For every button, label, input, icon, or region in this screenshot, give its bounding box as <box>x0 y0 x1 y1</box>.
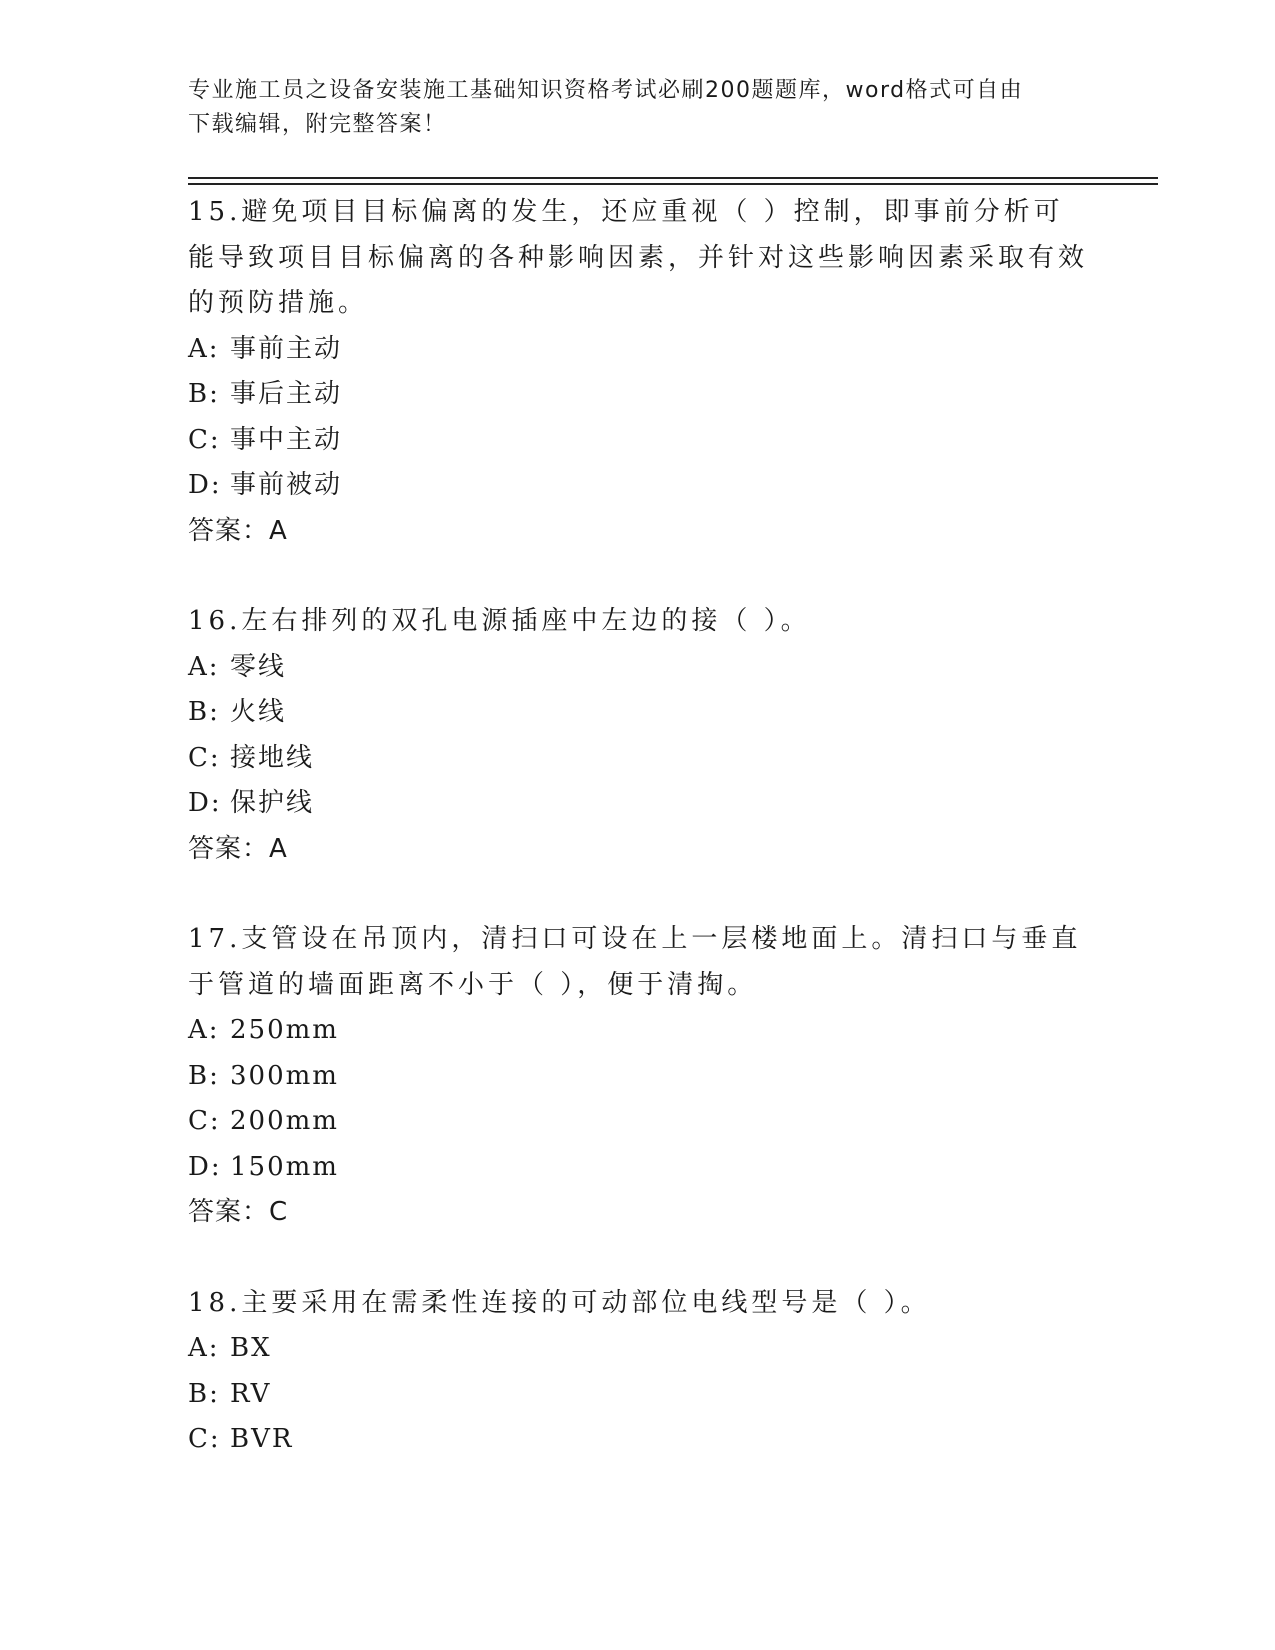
question-16 <box>188 599 1088 872</box>
option-letter: C: <box>188 424 221 455</box>
option-letter: B: <box>188 379 220 409</box>
option-c[interactable] <box>188 1417 1088 1463</box>
option-text: BVR <box>230 1424 294 1454</box>
option-letter: A: <box>188 1015 220 1045</box>
option-letter: B: <box>188 1378 220 1409</box>
option-b[interactable] <box>188 690 1088 736</box>
option-text: 150mm <box>230 1151 339 1182</box>
option-letter: A: <box>188 651 220 682</box>
answer-line: 答案：A <box>188 833 288 864</box>
option-text: RV <box>230 1378 272 1409</box>
option-text: BX <box>230 1333 272 1363</box>
option-letter: A: <box>188 333 220 364</box>
option-text: 接地线 <box>230 742 315 773</box>
option-text: 保护线 <box>230 788 315 818</box>
option-b[interactable] <box>188 1054 1088 1100</box>
option-text: 200mm <box>230 1106 339 1136</box>
option-text: 零线 <box>230 651 287 682</box>
option-letter: D: <box>188 470 222 500</box>
question-text: 18.主要采用在需柔性连接的可动部位电线型号是（ ）。 <box>188 1287 931 1318</box>
question-text: 17.支管设在吊顶内，清扫口可设在上一层楼地面上。清扫口与垂直于管道的墙面距离不小于（ ），便于清掏。 <box>188 924 1082 1000</box>
option-a[interactable] <box>188 645 1088 691</box>
option-a[interactable] <box>188 1326 1088 1372</box>
option-letter: A: <box>188 1333 220 1363</box>
option-a[interactable] <box>188 327 1088 373</box>
question-15 <box>188 190 1088 554</box>
option-c[interactable] <box>188 1099 1088 1145</box>
option-b[interactable] <box>188 372 1088 418</box>
option-text: 250mm <box>230 1015 339 1045</box>
header-divider-bottom <box>188 183 1158 185</box>
option-letter: C: <box>188 742 221 773</box>
question-18 <box>188 1281 1088 1463</box>
option-text: 事前被动 <box>230 470 343 500</box>
question-list <box>188 190 1088 1463</box>
option-letter: B: <box>188 697 220 727</box>
option-text: 事后主动 <box>230 379 343 409</box>
option-d[interactable] <box>188 781 1088 827</box>
answer-line: 答案：A <box>188 515 288 546</box>
option-d[interactable] <box>188 1145 1088 1191</box>
option-b[interactable] <box>188 1372 1088 1418</box>
option-text: 300mm <box>230 1060 339 1091</box>
question-text: 15.避免项目目标偏离的发生，还应重视（ ）控制，即事前分析可能导致项目目标偏离的各种影响因素，并针对这些影响因素采取有效的预防措施。 <box>188 197 1089 318</box>
header-line-1: 专业施工员之设备安装施工基础知识资格考试必刷200题题库，word格式可自由 <box>188 78 1024 103</box>
page-header <box>188 74 1088 142</box>
option-letter: D: <box>188 1151 222 1182</box>
option-letter: C: <box>188 1424 221 1454</box>
question-17 <box>188 917 1088 1236</box>
option-a[interactable] <box>188 1008 1088 1054</box>
option-c[interactable] <box>188 736 1088 782</box>
question-text: 16.左右排列的双孔电源插座中左边的接（ ）。 <box>188 606 811 636</box>
answer-line: 答案：C <box>188 1197 289 1227</box>
option-d[interactable] <box>188 463 1088 509</box>
option-text: 事前主动 <box>230 333 343 364</box>
header-line-2: 下载编辑，附完整答案！ <box>188 112 447 137</box>
option-letter: B: <box>188 1060 220 1091</box>
header-divider-top <box>188 177 1158 179</box>
option-text: 事中主动 <box>230 424 343 455</box>
option-letter: C: <box>188 1106 221 1136</box>
option-c[interactable] <box>188 418 1088 464</box>
option-letter: D: <box>188 788 222 818</box>
option-text: 火线 <box>230 697 287 727</box>
